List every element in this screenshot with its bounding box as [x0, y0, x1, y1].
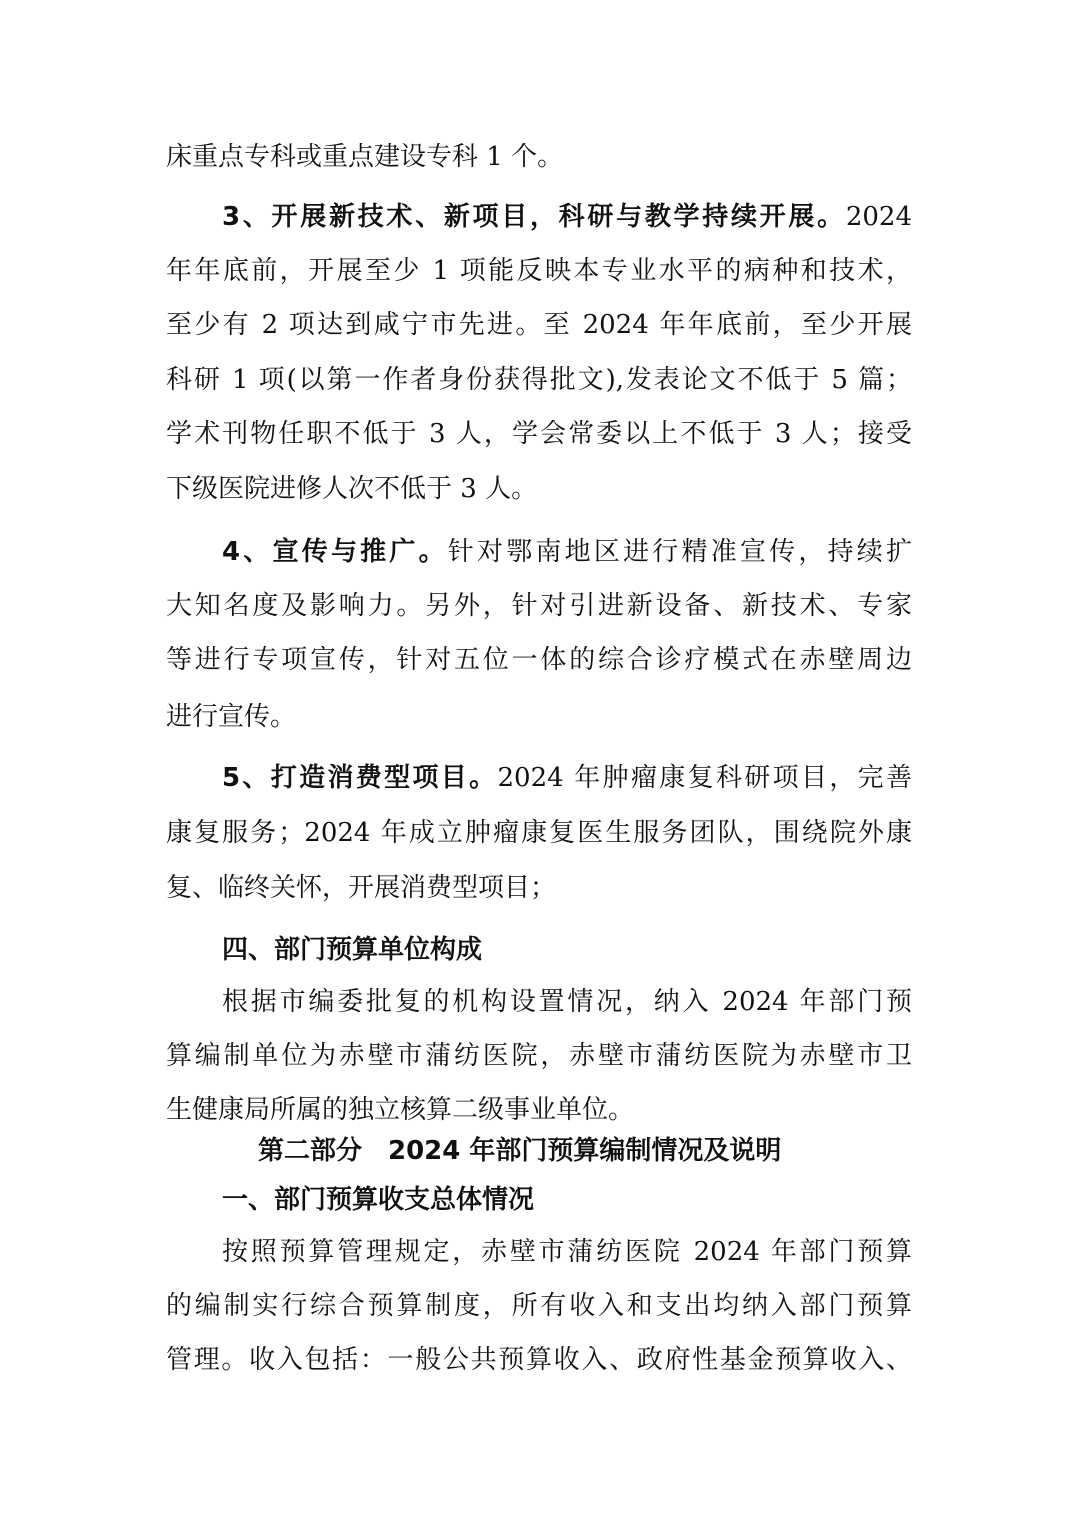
paragraph-line: 等进行专项宣传，针对五位一体的综合诊疗模式在赤壁周边	[166, 645, 912, 675]
paragraph-line: 学术刊物任职不低于 3 人，学会常委以上不低于 3 人；接受	[166, 419, 912, 449]
part-title: 第二部分 2024 年部门预算编制情况及说明	[258, 1136, 782, 1166]
paragraph-line: 年年底前，开展至少 1 项能反映本专业水平的病种和技术，	[166, 256, 912, 286]
paragraph-line: 科研 1 项(以第一作者身份获得批文),发表论文不低于 5 篇；	[166, 365, 912, 395]
paragraph-line	[222, 197, 912, 237]
section-heading: 一、部门预算收支总体情况	[222, 1185, 535, 1215]
paragraph-line: 生健康局所属的独立核算二级事业单位。	[166, 1095, 635, 1125]
paragraph-line: 康复服务；2024 年成立肿瘤康复医生服务团队，围绕院外康	[166, 818, 912, 848]
paragraph-line: 大知名度及影响力。另外，针对引进新设备、新技术、专家	[166, 591, 912, 621]
paragraph-text: 针对鄂南地区进行精准宣传，持续扩	[447, 537, 912, 567]
item-3-heading: 3、开展新技术、新项目，科研与教学持续开展。	[222, 202, 846, 232]
paragraph-line: 复、临终关怀，开展消费型项目；	[166, 873, 557, 903]
paragraph-line: 算编制单位为赤壁市蒲纺医院，赤壁市蒲纺医院为赤壁市卫	[166, 1041, 912, 1071]
paragraph-line: 进行宣传。	[166, 702, 297, 732]
paragraph-line: 床重点专科或重点建设专科 1 个。	[166, 142, 564, 172]
paragraph-line: 下级医院进修人次不低于 3 人。	[166, 474, 538, 504]
paragraph-line	[222, 532, 912, 572]
paragraph-text: 2024 年肿瘤康复科研项目，完善	[497, 763, 913, 793]
paragraph-line: 按照预算管理规定，赤壁市蒲纺医院 2024 年部门预算	[222, 1237, 912, 1267]
item-5-heading: 5、打造消费型项目。	[222, 763, 498, 793]
paragraph-line: 至少有 2 项达到咸宁市先进。至 2024 年年底前，至少开展	[166, 310, 912, 340]
item-4-heading: 4、宣传与推广。	[222, 537, 448, 567]
paragraph-text: 2024	[845, 202, 912, 232]
paragraph-line: 根据市编委批复的机构设置情况，纳入 2024 年部门预	[222, 987, 912, 1017]
paragraph-line: 的编制实行综合预算制度，所有收入和支出均纳入部门预算	[166, 1291, 912, 1321]
paragraph-line: 管理。收入包括：一般公共预算收入、政府性基金预算收入、	[166, 1345, 912, 1375]
section-heading: 四、部门预算单位构成	[222, 935, 483, 965]
paragraph-line	[222, 758, 912, 798]
